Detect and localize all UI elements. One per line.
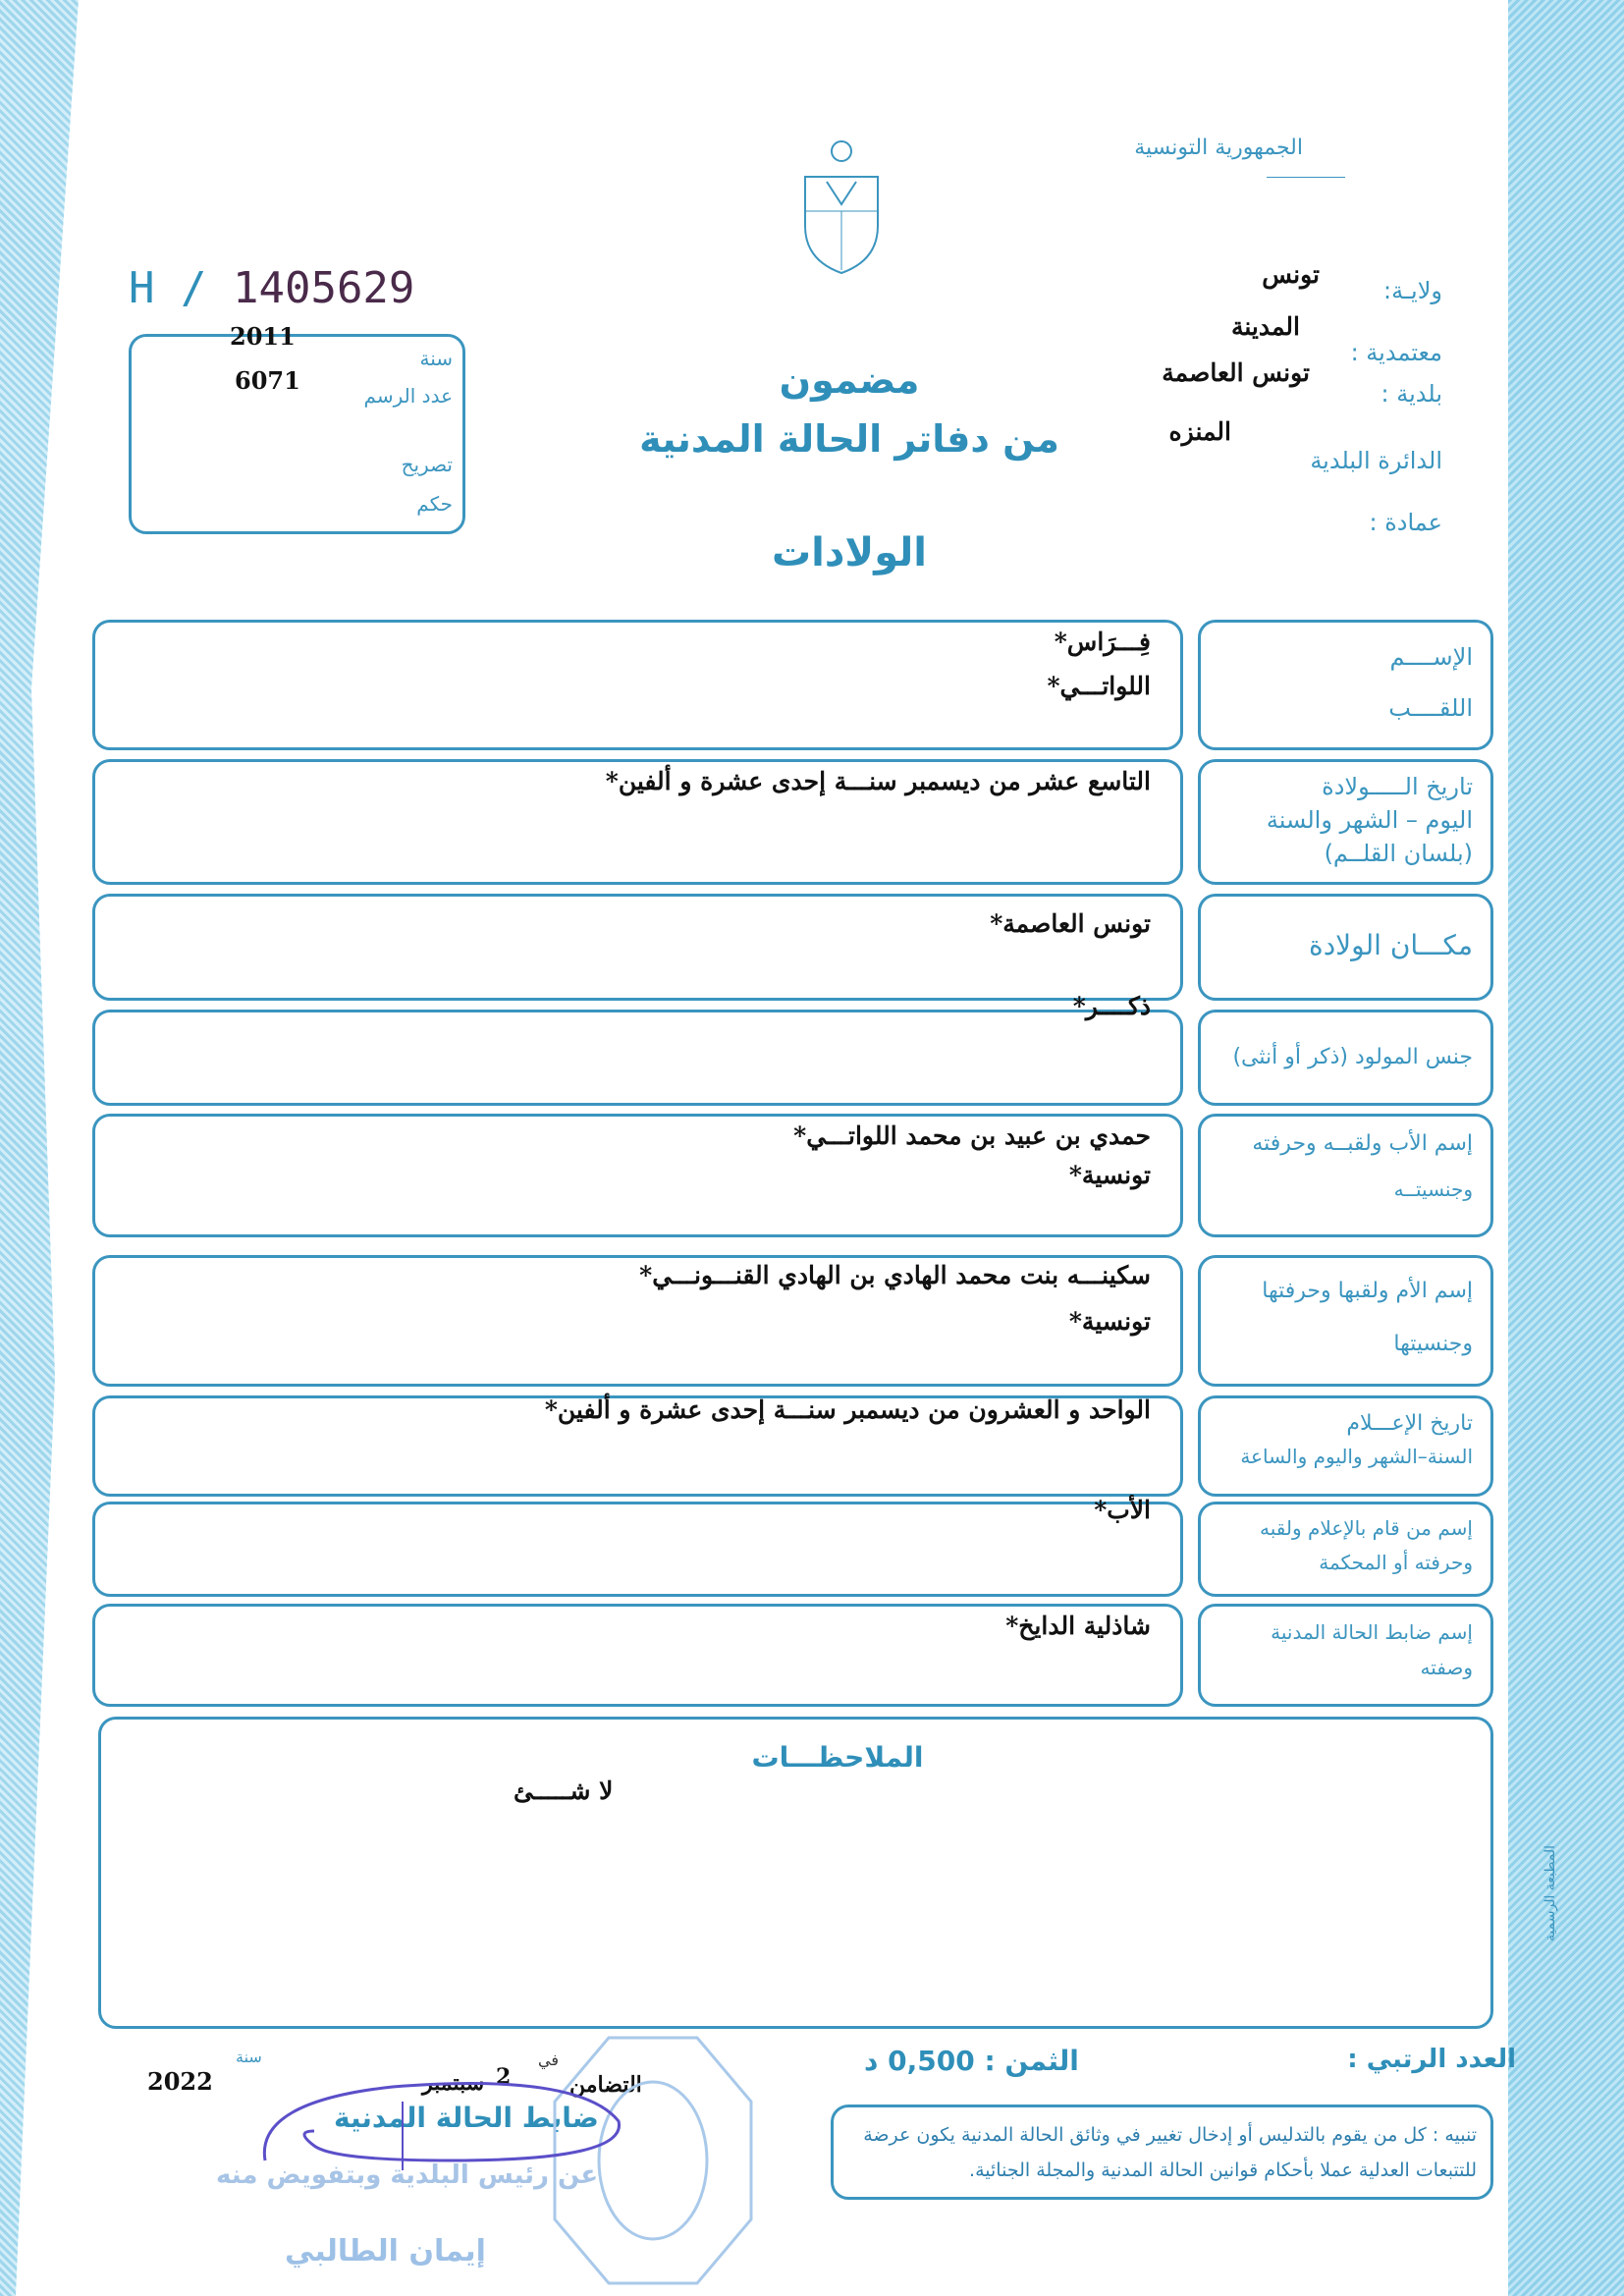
label: اليوم – الشهر والسنة bbox=[1266, 806, 1473, 834]
serial-label: العدد الرتبي : bbox=[1347, 2045, 1516, 2074]
label: مكـــان الولادة bbox=[1309, 929, 1473, 961]
municipal-district-label: الدائرة البلدية bbox=[1310, 447, 1442, 474]
title-line2: من دفاتر الحالة المدنية bbox=[639, 417, 1059, 461]
birth-place: تونس العاصمة* bbox=[990, 909, 1151, 938]
row-father-value bbox=[92, 1114, 1183, 1237]
security-border-right bbox=[1508, 0, 1624, 2296]
delegation-value: المدينة bbox=[1230, 312, 1300, 341]
record-value: 6071 bbox=[235, 366, 300, 395]
municipality-value: تونس العاصمة bbox=[1162, 358, 1310, 387]
record-label: عدد الرسم bbox=[363, 384, 453, 408]
year-label: سنة bbox=[419, 347, 453, 370]
remarks-value: لا شـــــئ bbox=[514, 1777, 614, 1805]
label: إسم الأب ولقبــه وحرفته bbox=[1252, 1131, 1473, 1156]
judgment-label: حكم bbox=[416, 492, 453, 516]
row-declaration-date-value bbox=[92, 1395, 1183, 1497]
year-label: سنة bbox=[236, 2048, 262, 2066]
father: حمدي بن عبيد بن محمد اللواتـــي* bbox=[793, 1121, 1151, 1150]
price-label: الثمن : bbox=[984, 2045, 1079, 2077]
birth-date: التاسع عشر من ديسمبر سنـــة إحدى عشرة و ألفين* bbox=[605, 767, 1151, 795]
year-value: 2011 bbox=[230, 322, 296, 351]
label: الإســــم bbox=[1389, 643, 1473, 671]
first-name: فِـــرَاس* bbox=[1054, 628, 1151, 656]
label: (بلسان القلــم) bbox=[1324, 840, 1473, 867]
in-label: في bbox=[538, 2050, 559, 2069]
row-birthdate-value bbox=[92, 759, 1183, 885]
sector-label: عمادة : bbox=[1369, 509, 1442, 536]
row-mother-label bbox=[1198, 1255, 1493, 1387]
governorate-value: تونس bbox=[1262, 260, 1320, 289]
row-birthplace-label bbox=[1198, 894, 1493, 1001]
register-box bbox=[129, 322, 465, 534]
municipality-label: بلدية : bbox=[1380, 380, 1442, 408]
serial-prefix: H / bbox=[129, 263, 207, 313]
row-father-label bbox=[1198, 1114, 1493, 1237]
issue-day: 2 bbox=[496, 2064, 512, 2090]
notice-box bbox=[831, 2105, 1493, 2200]
republic-title: الجمهورية التونسية bbox=[1134, 136, 1303, 160]
declarant: الأب* bbox=[1094, 1496, 1151, 1524]
divider bbox=[1267, 177, 1345, 178]
row-declarant-value bbox=[92, 1496, 1183, 1597]
remarks-title: الملاحظـــات bbox=[751, 1741, 924, 1774]
row-birthplace-value bbox=[92, 894, 1183, 1001]
governorate-label: ولايـة: bbox=[1383, 277, 1442, 304]
row-sex-value bbox=[92, 992, 1183, 1106]
notice-text: تنبيه : كل من يقوم بالتدليس أو إدخال تغيير في وثائق الحالة المدنية يكون عرضة للتتبعات العدلية عملا بأحكام قوانين الحالة المدنية والمجلة الجنائية. bbox=[863, 2124, 1477, 2182]
row-officer-value bbox=[92, 1604, 1183, 1707]
document-serial bbox=[129, 263, 414, 313]
title-line1: مضمون bbox=[779, 358, 920, 402]
label: وصفته bbox=[1420, 1656, 1473, 1679]
municipal-district-value: المنزه bbox=[1168, 417, 1231, 446]
officer-name: إيمان الطالبي bbox=[285, 2234, 486, 2269]
printer-mark: المطبعة الرسمية bbox=[1543, 1844, 1559, 1942]
issue-year: 2022 bbox=[147, 2067, 213, 2096]
serial-number: 1405629 bbox=[232, 263, 415, 313]
row-declarant-label bbox=[1198, 1502, 1493, 1597]
row-officer-label bbox=[1198, 1604, 1493, 1707]
label: تاريخ الإعـــلام bbox=[1346, 1411, 1473, 1436]
row-sex-label bbox=[1198, 1010, 1493, 1106]
label: إسم ضابط الحالة المدنية bbox=[1271, 1620, 1473, 1644]
father-nationality: تونسية* bbox=[1068, 1161, 1151, 1189]
surname: اللواتـــي* bbox=[1047, 672, 1151, 700]
declaration-date: الواحد و العشرون من ديسمبر سنـــة إحدى عشرة و ألفين* bbox=[544, 1395, 1151, 1424]
signature-icon bbox=[255, 2062, 628, 2190]
row-name-label bbox=[1198, 620, 1493, 750]
row-declaration-date-label bbox=[1198, 1395, 1493, 1497]
mother: سكينـــه بنت محمد الهادي بن الهادي القنـــونـــي* bbox=[639, 1261, 1151, 1289]
section-title: الولادات bbox=[771, 530, 928, 575]
coat-of-arms-icon bbox=[797, 137, 886, 275]
delegation-label: معتمدية : bbox=[1350, 339, 1442, 366]
sex: ذكــــر* bbox=[1072, 992, 1151, 1020]
issue-month: سبتمبر bbox=[422, 2070, 485, 2096]
label: اللقــــب bbox=[1388, 694, 1473, 722]
registrar: شاذلية الدايخ* bbox=[1005, 1612, 1151, 1640]
row-mother-value bbox=[92, 1255, 1183, 1387]
issue-place: التضامن bbox=[569, 2072, 642, 2098]
label: إسم من قام بالإعلام ولقبه bbox=[1260, 1516, 1473, 1540]
label: إسم الأم ولقبها وحرفتها bbox=[1262, 1279, 1473, 1303]
label: وجنسيتها bbox=[1393, 1332, 1473, 1356]
remarks-box bbox=[98, 1717, 1493, 2029]
label: السنة–الشهر واليوم والساعة bbox=[1240, 1445, 1473, 1468]
label: وجنسيتــه bbox=[1393, 1177, 1473, 1201]
price-value: 0,500 د bbox=[864, 2045, 975, 2077]
price bbox=[864, 2045, 1079, 2077]
security-border-left bbox=[0, 0, 79, 2296]
officer-title: ضابط الحالة المدنية bbox=[334, 2102, 599, 2134]
declaration-label: تصريح bbox=[401, 453, 453, 476]
mother-nationality: تونسية* bbox=[1068, 1307, 1151, 1336]
row-name-value bbox=[92, 620, 1183, 750]
label: تاريخ الـــــولادة bbox=[1322, 773, 1473, 800]
row-birthdate-label bbox=[1198, 759, 1493, 885]
label: جنس المولود (ذكر أو أنثى) bbox=[1232, 1045, 1473, 1069]
label: وحرفته أو المحكمة bbox=[1319, 1551, 1473, 1574]
delegation-text: عن رئيس البلدية وبتفويض منه bbox=[216, 2160, 599, 2190]
